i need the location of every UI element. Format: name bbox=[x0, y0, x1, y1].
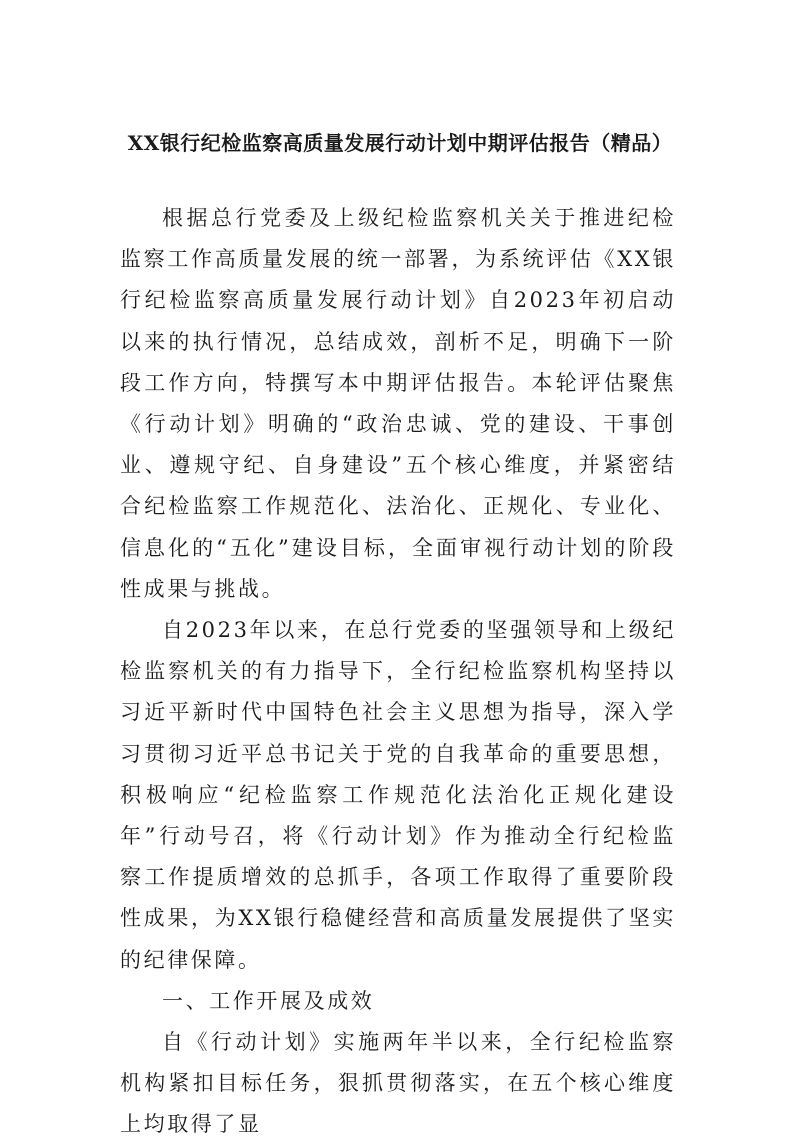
body-paragraph: 自2023年以来，在总行党委的坚强领导和上级纪检监察机关的有力指导下，全行纪检监察机构坚持以习近平新时代中国特色社会主义思想为指导，深入学习贯彻习近平总书记关于党的自我革命的重要思想，积极响应“纪检监察工作规范化法治化正规化建设年”行动号召，将《行动计划》作为推动全行纪检监察工作提质增效的总抓手，各项工作取得了重要阶段性成果，为XX银行稳健经营和高质量发展提供了坚实的纪律保障。 bbox=[120, 618, 676, 972]
section-heading: 一、工作开展及成效 bbox=[162, 988, 375, 1013]
document-title: XX银行纪检监察高质量发展行动计划中期评估报告（精品） bbox=[127, 131, 673, 155]
body-paragraph: 自《行动计划》实施两年半以来，全行纪检监察机构紧扣目标任务，狠抓贯彻落实，在五个核心维度上均取得了显 bbox=[120, 1030, 676, 1137]
body-paragraph: 根据总行党委及上级纪检监察机关关于推进纪检监察工作高质量发展的统一部署，为系统评估《XX银行纪检监察高质量发展行动计划》自2023年初启动以来的执行情况，总结成效，剖析不足，明确下一阶段工作方向，特撰写本中期评估报告。本轮评估聚焦《行动计划》明确的“政治忠诚、党的建设、干事创业、遵规守纪、自身建设”五个核心维度，并紧密结合纪检监察工作规范化、法治化、正规化、专业化、信息化的“五化”建设目标，全面审视行动计划的阶段性成果与挑战。 bbox=[120, 206, 676, 601]
document-body bbox=[120, 198, 676, 1146]
